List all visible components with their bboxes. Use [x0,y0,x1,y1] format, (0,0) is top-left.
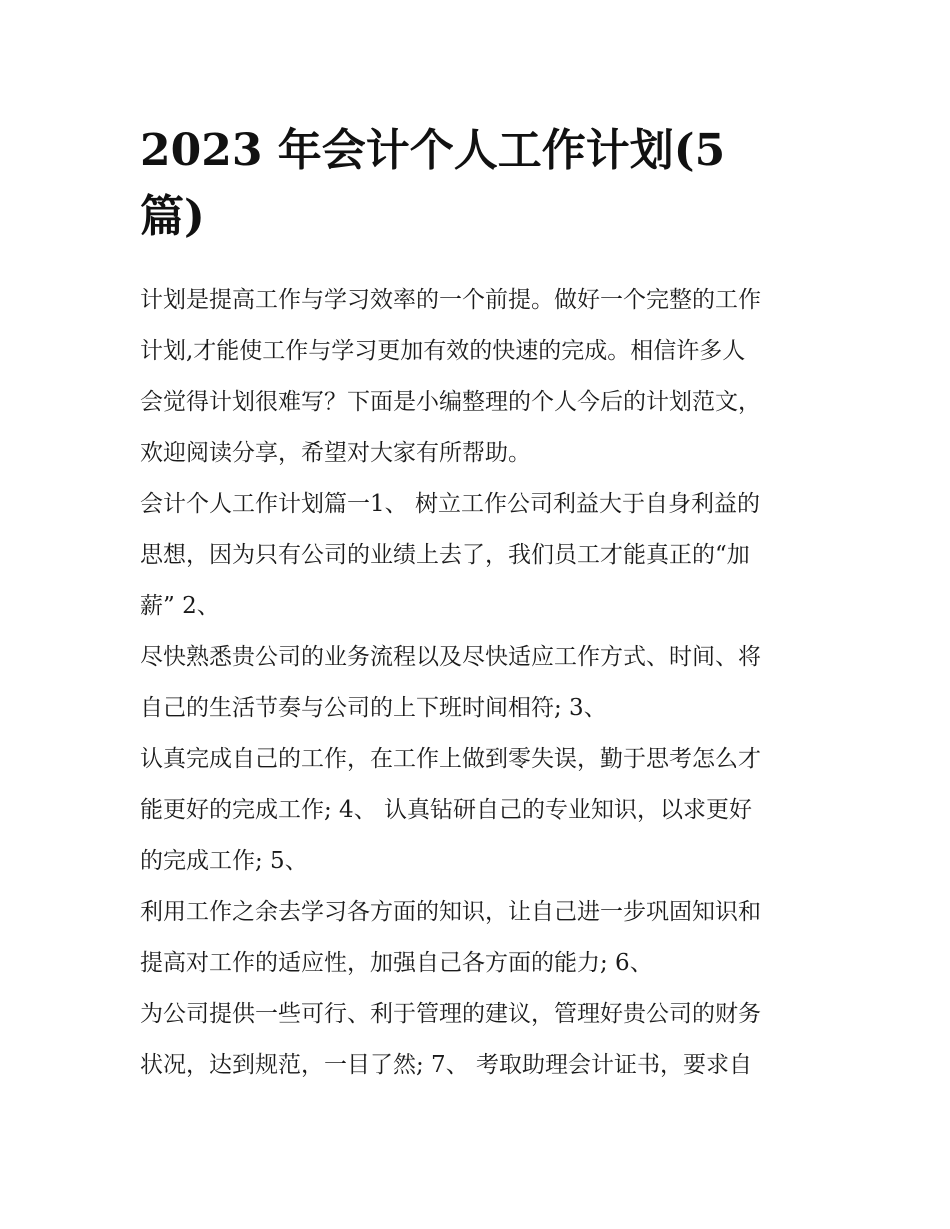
body-line: 为公司提供一些可行、利于管理的建议，管理好贵公司的财务 [140,1001,761,1027]
body-line: 利用工作之余去学习各方面的知识，让自己进一步巩固知识和 [140,899,761,925]
body-line: 欢迎阅读分享，希望对大家有所帮助。 [140,440,531,466]
document-body [140,278,820,1094]
body-line: 能更好的完成工作; 4、 认真钻研自己的专业知识，以求更好 [140,797,753,823]
body-line: 的完成工作; 5、 [140,848,308,874]
body-line: 思想，因为只有公司的业绩上去了，我们员工才能真正的“加 [140,542,750,568]
body-line: 自己的生活节奏与公司的上下班时间相符; 3、 [140,695,607,721]
body-line: 薪” 2、 [140,593,220,619]
body-line: 会计个人工作计划篇一1、 树立工作公司利益大于自身利益的 [140,491,760,517]
title-line-1: 2023 年会计个人工作计划(5 [140,125,726,176]
body-line: 提高对工作的适应性，加强自己各方面的能力; 6、 [140,950,653,976]
body-line: 计划,才能使工作与学习更加有效的快速的完成。相信许多人 [140,338,746,364]
body-line: 认真完成自己的工作，在工作上做到零失误，勤于思考怎么才 [140,746,761,772]
title-line-2: 篇) [140,191,205,242]
document-title [140,118,820,250]
body-line: 状况，达到规范，一目了然; 7、 考取助理会计证书，要求自 [140,1052,753,1078]
body-line: 会觉得计划很难写？下面是小编整理的个人今后的计划范文， [140,389,761,415]
body-line: 计划是提高工作与学习效率的一个前提。做好一个完整的工作 [140,287,761,313]
body-line: 尽快熟悉贵公司的业务流程以及尽快适应工作方式、时间、将 [140,644,761,670]
